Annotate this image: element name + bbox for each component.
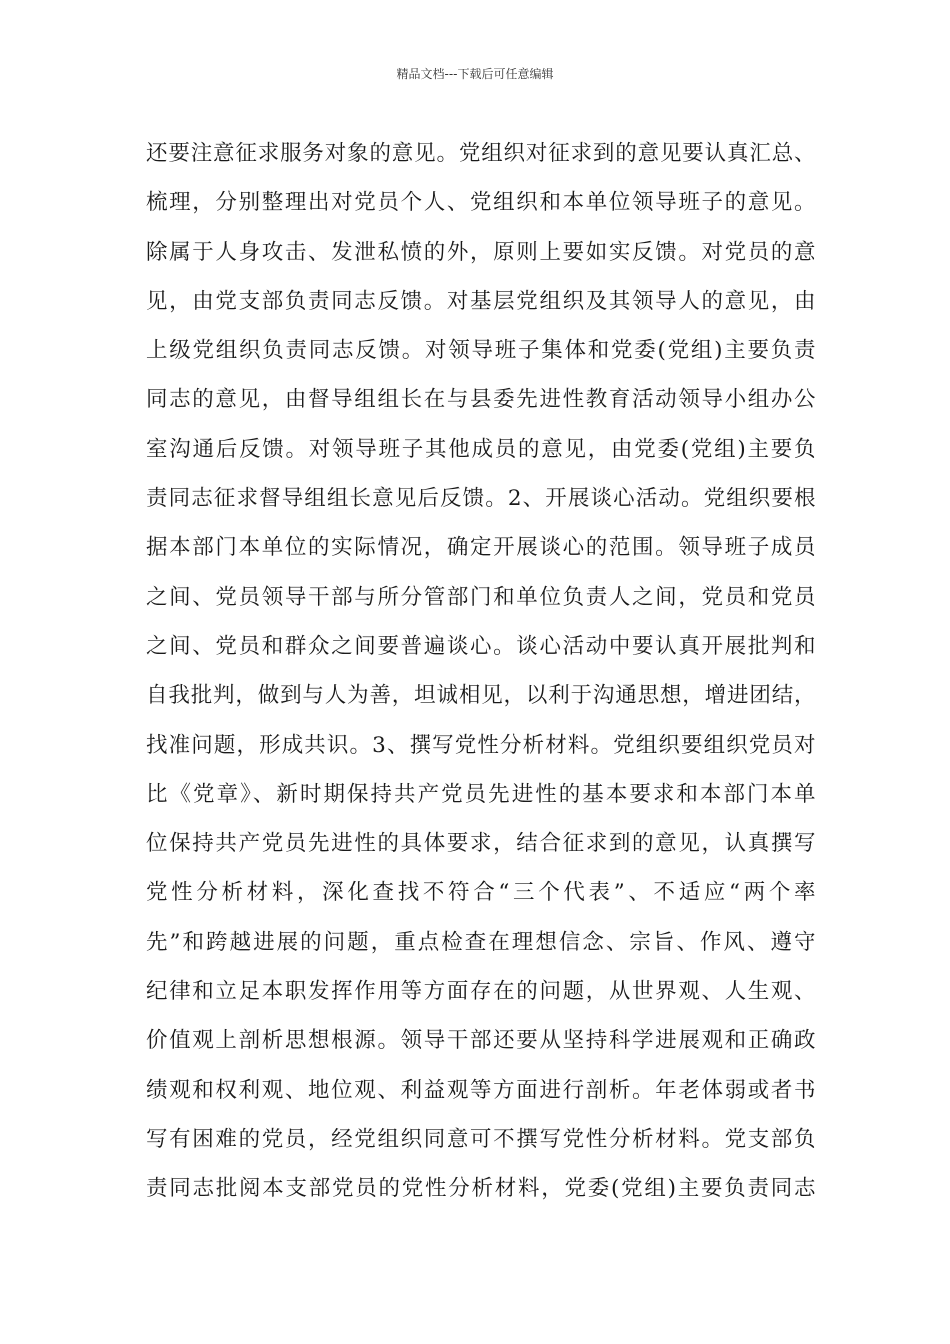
body-line: 价值观上剖析思想根源。领导干部还要从坚持科学进展观和正确政	[146, 1028, 816, 1054]
body-line: 除属于人身攻击、发泄私愤的外，原则上要如实反馈。对党员的意	[146, 239, 816, 265]
document-body	[146, 129, 816, 1214]
body-line: 责同志征求督导组组长意见后反馈。2、开展谈心活动。党组织要根	[146, 486, 816, 512]
body-line: 之间、党员领导干部与所分管部门和单位负责人之间，党员和党员	[146, 584, 816, 610]
body-line: 位保持共产党员先进性的具体要求，结合征求到的意见，认真撰写	[146, 831, 816, 857]
body-line: 绩观和权利观、地位观、利益观等方面进行剖析。年老体弱或者书	[146, 1077, 816, 1103]
body-line: 先”和跨越进展的问题，重点检查在理想信念、宗旨、作风、遵守	[146, 929, 816, 955]
body-line: 梳理，分别整理出对党员个人、党组织和本单位领导班子的意见。	[146, 190, 816, 216]
body-line: 之间、党员和群众之间要普遍谈心。谈心活动中要认真开展批判和	[146, 633, 816, 659]
page-header: 精品文档---下载后可任意编辑	[396, 67, 554, 81]
body-line: 找准问题，形成共识。3、撰写党性分析材料。党组织要组织党员对	[146, 732, 816, 758]
body-line: 比《党章》、新时期保持共产党员先进性的基本要求和本部门本单	[146, 781, 816, 807]
body-line: 室沟通后反馈。对领导班子其他成员的意见，由党委(党组)主要负	[146, 436, 816, 462]
body-line: 责同志批阅本支部党员的党性分析材料，党委(党组)主要负责同志	[146, 1176, 816, 1202]
body-line: 纪律和立足本职发挥作用等方面存在的问题，从世界观、人生观、	[146, 979, 816, 1005]
body-line: 党性分析材料，深化查找不符合“三个代表”、不适应“两个率	[146, 880, 816, 906]
body-line: 写有困难的党员，经党组织同意可不撰写党性分析材料。党支部负	[146, 1126, 816, 1152]
body-line: 见，由党支部负责同志反馈。对基层党组织及其领导人的意见，由	[146, 288, 816, 314]
body-line: 还要注意征求服务对象的意见。党组织对征求到的意见要认真汇总、	[146, 141, 816, 166]
body-line: 自我批判，做到与人为善，坦诚相见，以利于沟通思想，增进团结，	[146, 683, 816, 709]
body-line: 上级党组织负责同志反馈。对领导班子集体和党委(党组)主要负责	[146, 338, 816, 364]
body-line: 同志的意见，由督导组组长在与县委先进性教育活动领导小组办公	[146, 387, 816, 413]
body-line: 据本部门本单位的实际情况，确定开展谈心的范围。领导班子成员	[146, 535, 816, 561]
